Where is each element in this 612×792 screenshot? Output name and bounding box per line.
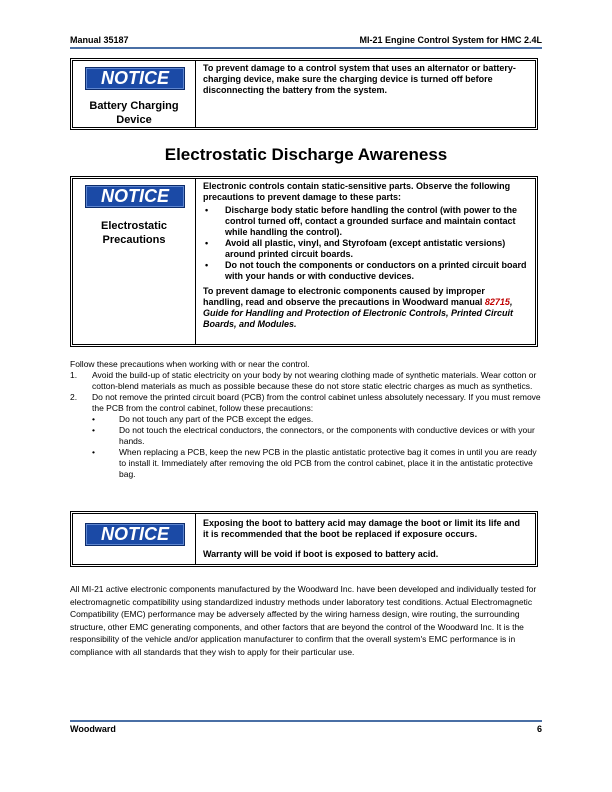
list-item: • When replacing a PCB, keep the new PCB in the plastic antistatic protective bag it comes in until you are ready to install it. Immediately after removing the old PCB from the control cabinet, place it in the antistatic protective bag. (92, 447, 542, 480)
notice-badge: NOTICE (85, 67, 185, 90)
notice-label: Battery Charging Device (89, 100, 179, 126)
item-text: Avoid the build-up of static electricity on your body by not wearing clothing made of synthetic materials. Wear cotton or cotton-blend materials as much as possible because these do not store static electric charges as much as synthetics. (92, 370, 537, 391)
list-item: • Do not touch any part of the PCB except the edges. (92, 414, 542, 425)
manual-reference-title: , Guide for Handling and Protection of Electronic Controls, Printed Circuit Boards, and Modules. (203, 297, 514, 329)
section-title: Electrostatic Discharge Awareness (164, 145, 448, 164)
body-intro: Follow these precautions when working with or near the control. (70, 359, 310, 369)
notice-electrostatic-precautions (70, 176, 538, 347)
emc-paragraph: All MI-21 active electronic components manufactured by the Woodward Inc. have been developed and individually tested for electromagnetic compatibility using standardized industry methods under laboratory test conditions. Actual Electromagnetic Compatibility (EMC) performance may be adversely affected by the wiring harness design, wire routing, the surrounding structure, other EMC generating components, and other factors that are beyond the control of the Woodward Inc. It is the responsibility of the vehicle and/or application manufacturer to confirm that the overall system's EMC performance is in compliance with all standards that they wish to apply for their particular use. (70, 584, 537, 657)
notice-text-2: Warranty will be void if boot is exposed to battery acid. (203, 549, 439, 559)
notice-text (203, 181, 527, 330)
list-item: • Do not touch the components or conductors on a printed circuit board with your hands or with conductive devices. (203, 260, 527, 282)
sub-bullet-list (92, 414, 542, 480)
list-item (70, 392, 542, 480)
item-number: 2. (70, 392, 78, 402)
notice-badge: NOTICE (85, 185, 185, 208)
header-manual-number: Manual 35187 (70, 35, 129, 45)
manual-reference-link[interactable]: 82715 (484, 297, 510, 307)
notice-text-1: Exposing the boot to battery acid may damage the boot or limit its life and it is recommended that the boot be replaced if exposure occurs. (203, 518, 521, 539)
numbered-list (70, 370, 542, 480)
footer-company: Woodward (70, 724, 116, 734)
item-number: 1. (70, 370, 78, 380)
notice-battery-acid (70, 511, 538, 567)
page-number: 6 (536, 724, 542, 734)
notice-label: Electrostatic Precautions (100, 220, 168, 246)
notice-left-column (73, 514, 196, 564)
notice-outro (203, 286, 527, 330)
precautions-body (70, 359, 542, 480)
precaution-list (203, 205, 527, 282)
item-text: Do not remove the printed circuit board (PCB) from the control cabinet unless absolutely necessary. If you must remove the PCB from the control cabinet, follow these precautions: (92, 392, 541, 413)
notice-battery-charging (70, 58, 538, 130)
notice-left-column (73, 61, 196, 127)
header-document-title: MI-21 Engine Control System for HMC 2.4L (359, 35, 542, 45)
notice-intro: Electronic controls contain static-sensitive parts. Observe the following precautions to prevent damage to these parts: (203, 181, 511, 202)
list-item (70, 370, 542, 392)
notice-text: To prevent damage to a control system that uses an alternator or battery-charging device, make sure the charging device is turned off before disconnecting the battery from the system. (203, 63, 516, 95)
list-item: • Do not touch the electrical conductors, the connectors, or the components with conductive devices or with your hands. (92, 425, 542, 447)
notice-outro-text: To prevent damage to electronic components caused by improper handling, read and observe the precautions in Woodward manual (203, 286, 485, 307)
list-item: • Avoid all plastic, vinyl, and Styrofoam (except antistatic versions) around printed circuit boards. (203, 238, 527, 260)
header-rule (70, 47, 542, 49)
notice-badge: NOTICE (85, 523, 185, 546)
list-item: • Discharge body static before handling the control (with power to the control turned off, contact a grounded surface and maintain contact while handling the control). (203, 205, 527, 238)
footer-rule (70, 720, 542, 722)
notice-text (203, 518, 527, 560)
notice-left-column (73, 179, 196, 344)
